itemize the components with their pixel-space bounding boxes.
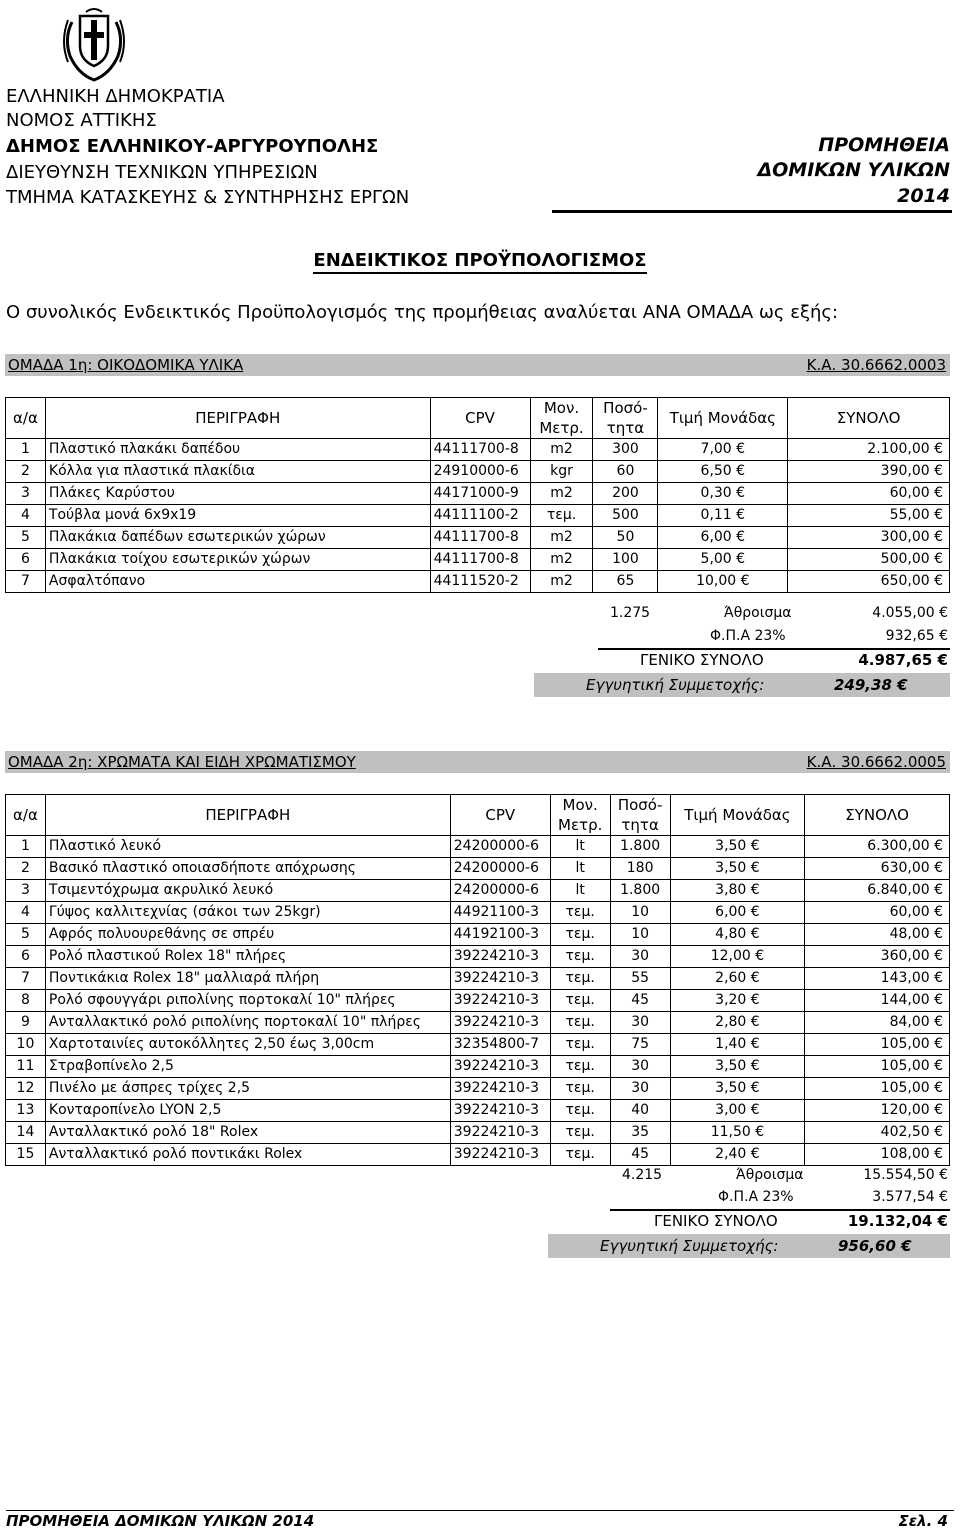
table-cell: 55,00 € — [788, 505, 950, 527]
table-cell: 5,00 € — [658, 549, 788, 571]
table-cell: τεμ. — [550, 1034, 610, 1056]
group1-total-rule — [598, 648, 950, 650]
table-cell: 0,11 € — [658, 505, 788, 527]
table-cell: 30 — [610, 1056, 670, 1078]
table-cell: 5 — [6, 924, 46, 946]
col-price: Τιμή Μονάδας — [658, 398, 788, 439]
table-cell: 10 — [6, 1034, 46, 1056]
col-aa: α/α — [6, 398, 46, 439]
table-cell: 6 — [6, 549, 46, 571]
table-cell: 44171000-9 — [430, 483, 530, 505]
table-cell: m2 — [530, 571, 593, 593]
table-row — [6, 1078, 950, 1100]
table-cell: 2.100,00 € — [788, 439, 950, 461]
table-cell: 4,80 € — [670, 924, 805, 946]
table-cell: 12 — [6, 1078, 46, 1100]
header-line-municipality: ΔΗΜΟΣ ΕΛΛΗΝΙΚΟΥ-ΑΡΓΥΡΟΥΠΟΛΗΣ — [6, 136, 379, 157]
table-cell: τεμ. — [550, 1012, 610, 1034]
table-cell: 100 — [593, 549, 658, 571]
table-cell: Στραβοπίνελο 2,5 — [45, 1056, 450, 1078]
table-cell: 44111100-2 — [430, 505, 530, 527]
col-desc: ΠΕΡΙΓΡΑΦΗ — [45, 398, 430, 439]
table-cell: 105,00 € — [805, 1056, 950, 1078]
col2-cpv: CPV — [450, 795, 550, 836]
table-cell: 1.800 — [610, 880, 670, 902]
table-cell: 44192100-3 — [450, 924, 550, 946]
table-cell: Ρολό πλαστικού Rolex 18" πλήρες — [45, 946, 450, 968]
table-cell: τεμ. — [550, 990, 610, 1012]
col-qty-2: τητα — [593, 418, 658, 439]
table-row — [6, 461, 950, 483]
table-cell: 39224210-3 — [450, 1122, 550, 1144]
table-cell: 65 — [593, 571, 658, 593]
table-cell: 390,00 € — [788, 461, 950, 483]
table-row — [6, 439, 950, 461]
table-cell: m2 — [530, 527, 593, 549]
table-cell: Ανταλλακτικό ρολό ποντικάκι Rolex — [45, 1144, 450, 1166]
table-cell: 6.300,00 € — [805, 836, 950, 858]
table-cell: Πλακάκια τοίχου εσωτερικών χώρων — [45, 549, 430, 571]
table-cell: τεμ. — [550, 1056, 610, 1078]
group2-qty-sum: 4.215 — [622, 1167, 663, 1183]
table-cell: 3,00 € — [670, 1100, 805, 1122]
group1-table — [5, 397, 950, 593]
table-cell: τεμ. — [550, 902, 610, 924]
document-title-text: ΕΝΔΕΙΚΤΙΚΟΣ ΠΡΟΫΠΟΛΟΓΙΣΜΟΣ — [313, 250, 646, 274]
table-cell: 6,00 € — [658, 527, 788, 549]
table-cell: 3,50 € — [670, 858, 805, 880]
group1-grand-total: 4.987,65 € — [858, 651, 948, 669]
table-cell: 39224210-3 — [450, 1056, 550, 1078]
table-row — [6, 505, 950, 527]
table-cell: Ανταλλακτικό ρολό 18" Rolex — [45, 1122, 450, 1144]
table-cell: 24200000-6 — [450, 880, 550, 902]
table-cell: 500 — [593, 505, 658, 527]
table-cell: 105,00 € — [805, 1034, 950, 1056]
table-cell: 9 — [6, 1012, 46, 1034]
table-cell: 44921100-3 — [450, 902, 550, 924]
table-cell: lt — [550, 880, 610, 902]
table-cell: 108,00 € — [805, 1144, 950, 1166]
table-cell: 60 — [593, 461, 658, 483]
table-cell: τεμ. — [550, 1144, 610, 1166]
group1-guarantee — [534, 673, 950, 697]
table-cell: 500,00 € — [788, 549, 950, 571]
table-cell: 35 — [610, 1122, 670, 1144]
table-cell: 44111520-2 — [430, 571, 530, 593]
table-cell: 39224210-3 — [450, 968, 550, 990]
table-cell: Γύψος καλλιτεχνίας (σάκοι των 25kgr) — [45, 902, 450, 924]
group2-guar-label: Εγγυητική Συμμετοχής: — [600, 1237, 779, 1255]
table-cell: τεμ. — [550, 924, 610, 946]
table-cell: 30 — [610, 1078, 670, 1100]
col2-qty: Ποσό- — [610, 795, 670, 816]
footer-page: Σελ. 4 — [898, 1512, 948, 1530]
group2-header-row — [6, 795, 950, 816]
table-cell: Ασφαλτόπανο — [45, 571, 430, 593]
table-cell: 2 — [6, 461, 46, 483]
table-row — [6, 1144, 950, 1166]
header-line-1: ΕΛΛΗΝΙΚΗ ΔΗΜΟΚΡΑΤΙΑ — [6, 86, 225, 107]
col-unit: Μον. — [530, 398, 593, 419]
table-row — [6, 1100, 950, 1122]
table-cell: Πλάκες Καρύστου — [45, 483, 430, 505]
table-cell: 120,00 € — [805, 1100, 950, 1122]
table-cell: 14 — [6, 1122, 46, 1144]
table-row — [6, 880, 950, 902]
document-title — [0, 250, 960, 271]
table-cell: 10,00 € — [658, 571, 788, 593]
table-cell: Τσιμεντόχρωμα ακρυλικό λευκό — [45, 880, 450, 902]
table-row — [6, 527, 950, 549]
table-cell: 1.800 — [610, 836, 670, 858]
group2-sum-label: Άθροισμα — [736, 1167, 804, 1183]
col2-price: Τιμή Μονάδας — [670, 795, 805, 836]
table-cell: 7 — [6, 968, 46, 990]
group2-grand-total: 19.132,04 € — [847, 1212, 948, 1230]
group2-table — [5, 794, 950, 1166]
table-cell: 30 — [610, 946, 670, 968]
table-cell: τεμ. — [530, 505, 593, 527]
table-cell: 402,50 € — [805, 1122, 950, 1144]
table-cell: Κόλλα για πλαστικά πλακίδια — [45, 461, 430, 483]
table-cell: 4 — [6, 902, 46, 924]
table-cell: 6,00 € — [670, 902, 805, 924]
col2-unit: Μον. — [550, 795, 610, 816]
table-cell: 6 — [6, 946, 46, 968]
table-cell: 143,00 € — [805, 968, 950, 990]
table-cell: 60,00 € — [805, 902, 950, 924]
table-cell: 2,40 € — [670, 1144, 805, 1166]
table-cell: 2 — [6, 858, 46, 880]
table-cell: Τούβλα μονά 6x9x19 — [45, 505, 430, 527]
table-cell: 39224210-3 — [450, 990, 550, 1012]
table-cell: 6.840,00 € — [805, 880, 950, 902]
table-cell: 44111700-8 — [430, 549, 530, 571]
col2-aa: α/α — [6, 795, 46, 836]
col-qty: Ποσό- — [593, 398, 658, 419]
table-cell: 4 — [6, 505, 46, 527]
table-row — [6, 1056, 950, 1078]
table-cell: 40 — [610, 1100, 670, 1122]
table-cell: 39224210-3 — [450, 946, 550, 968]
header-line-4: ΔΙΕΥΘΥΝΣΗ ΤΕΧΝΙΚΩΝ ΥΠΗΡΕΣΙΩΝ — [6, 162, 318, 183]
table-cell: 13 — [6, 1100, 46, 1122]
table-cell: 7 — [6, 571, 46, 593]
table-cell: 50 — [593, 527, 658, 549]
table-cell: 3 — [6, 880, 46, 902]
col-unit-2: Μετρ. — [530, 418, 593, 439]
table-cell: kgr — [530, 461, 593, 483]
coat-of-arms-icon — [58, 2, 130, 84]
col2-desc: ΠΕΡΙΓΡΑΦΗ — [45, 795, 450, 836]
table-cell: 44111700-8 — [430, 527, 530, 549]
table-cell: 1 — [6, 439, 46, 461]
table-cell: 5 — [6, 527, 46, 549]
footer-title: ΠΡΟΜΗΘΕΙΑ ΔΟΜΙΚΩΝ ΥΛΙΚΩΝ 2014 — [6, 1512, 315, 1530]
table-row — [6, 1012, 950, 1034]
table-cell: 24910000-6 — [430, 461, 530, 483]
group2-title: ΟΜΑΔΑ 2η: ΧΡΩΜΑΤΑ ΚΑΙ ΕΙΔΗ ΧΡΩΜΑΤΙΣΜΟΥ — [8, 753, 356, 771]
table-cell: 200 — [593, 483, 658, 505]
group1-sum: 4.055,00 € — [872, 605, 948, 621]
col2-total: ΣΥΝΟΛΟ — [805, 795, 950, 836]
table-cell: 3,20 € — [670, 990, 805, 1012]
group1-qty-sum: 1.275 — [610, 605, 651, 621]
group1-vat: 932,65 € — [885, 628, 948, 644]
table-cell: Βασικό πλαστικό οποιασδήποτε απόχρωσης — [45, 858, 450, 880]
group1-grand-label: ΓΕΝΙΚΟ ΣΥΝΟΛΟ — [640, 651, 764, 669]
table-cell: τεμ. — [550, 1100, 610, 1122]
table-row — [6, 924, 950, 946]
table-row — [6, 571, 950, 593]
table-cell: τεμ. — [550, 1078, 610, 1100]
table-cell: 84,00 € — [805, 1012, 950, 1034]
group2-header — [5, 751, 950, 773]
table-cell: 45 — [610, 1144, 670, 1166]
group1-guar-value: 249,38 € — [834, 676, 908, 694]
group1-header — [5, 354, 950, 376]
table-cell: Πλαστικό πλακάκι δαπέδου — [45, 439, 430, 461]
table-cell: 360,00 € — [805, 946, 950, 968]
table-cell: 39224210-3 — [450, 1012, 550, 1034]
table-cell: 6,50 € — [658, 461, 788, 483]
col2-qty-2: τητα — [610, 815, 670, 836]
table-cell: 39224210-3 — [450, 1100, 550, 1122]
table-cell: 650,00 € — [788, 571, 950, 593]
table-cell: Πινέλο με άσπρες τρίχες 2,5 — [45, 1078, 450, 1100]
table-cell: τεμ. — [550, 1122, 610, 1144]
group1-vat-label: Φ.Π.Α 23% — [710, 628, 786, 644]
table-row — [6, 990, 950, 1012]
group1-ka: Κ.Α. 30.6662.0003 — [806, 356, 946, 374]
group2-ka: Κ.Α. 30.6662.0005 — [806, 753, 946, 771]
table-cell: 11 — [6, 1056, 46, 1078]
table-row — [6, 946, 950, 968]
table-cell: 3 — [6, 483, 46, 505]
table-row — [6, 1122, 950, 1144]
table-cell: Ρολό σφουγγάρι ριπολίνης πορτοκαλί 10" πλήρες — [45, 990, 450, 1012]
header-right-year: 2014 — [897, 185, 950, 207]
table-cell: τεμ. — [550, 968, 610, 990]
table-cell: 3,50 € — [670, 1056, 805, 1078]
table-cell: 39224210-3 — [450, 1078, 550, 1100]
table-row — [6, 902, 950, 924]
intro-text: Ο συνολικός Ενδεικτικός Προϋπολογισμός της προμήθειας αναλύεται ΑΝΑ ΟΜΑΔΑ ως εξής: — [6, 302, 839, 323]
table-cell: τεμ. — [550, 946, 610, 968]
table-cell: 180 — [610, 858, 670, 880]
table-cell: lt — [550, 858, 610, 880]
table-cell: 45 — [610, 990, 670, 1012]
table-cell: lt — [550, 836, 610, 858]
header-right-2: ΔΟΜΙΚΩΝ ΥΛΙΚΩΝ — [757, 159, 950, 181]
header-rule — [552, 210, 952, 213]
table-cell: 7,00 € — [658, 439, 788, 461]
group1-guar-label: Εγγυητική Συμμετοχής: — [586, 676, 765, 694]
table-cell: Ποντικάκια Rolex 18" μαλλιαρά πλήρη — [45, 968, 450, 990]
group2-vat-label: Φ.Π.Α 23% — [718, 1189, 794, 1205]
table-cell: 3,50 € — [670, 836, 805, 858]
table-cell: 24200000-6 — [450, 836, 550, 858]
table-cell: 10 — [610, 924, 670, 946]
footer-rule — [6, 1510, 954, 1511]
table-cell: m2 — [530, 483, 593, 505]
table-cell: 8 — [6, 990, 46, 1012]
table-cell: Κονταροπίνελο LYON 2,5 — [45, 1100, 450, 1122]
table-row — [6, 836, 950, 858]
table-row — [6, 1034, 950, 1056]
table-cell: Χαρτοταινίες αυτοκόλλητες 2,50 έως 3,00cm — [45, 1034, 450, 1056]
header-line-5: ΤΜΗΜΑ ΚΑΤΑΣΚΕΥΗΣ & ΣΥΝΤΗΡΗΣΗΣ ΕΡΓΩΝ — [6, 187, 410, 208]
table-cell: Πλαστικό λευκό — [45, 836, 450, 858]
table-cell: 2,80 € — [670, 1012, 805, 1034]
table-cell: 11,50 € — [670, 1122, 805, 1144]
table-cell: 39224210-3 — [450, 1144, 550, 1166]
table-cell: 60,00 € — [788, 483, 950, 505]
group1-title: ΟΜΑΔΑ 1η: ΟΙΚΟΔΟΜΙΚΑ ΥΛΙΚΑ — [8, 356, 244, 374]
table-cell: 3,80 € — [670, 880, 805, 902]
group2-vat: 3.577,54 € — [872, 1189, 948, 1205]
table-row — [6, 968, 950, 990]
group2-total-rule — [610, 1209, 950, 1211]
group2-guar-value: 956,60 € — [838, 1237, 912, 1255]
group2-guarantee — [548, 1234, 950, 1258]
table-cell: 630,00 € — [805, 858, 950, 880]
table-cell: m2 — [530, 549, 593, 571]
table-cell: 44111700-8 — [430, 439, 530, 461]
table-cell: Ανταλλακτικό ρολό ριπολίνης πορτοκαλί 10" πλήρες — [45, 1012, 450, 1034]
table-cell: 30 — [610, 1012, 670, 1034]
header-line-2: ΝΟΜΟΣ ΑΤΤΙΚΗΣ — [6, 110, 157, 131]
table-cell: 105,00 € — [805, 1078, 950, 1100]
table-row — [6, 549, 950, 571]
col-total: ΣΥΝΟΛΟ — [788, 398, 950, 439]
group2-grand-label: ΓΕΝΙΚΟ ΣΥΝΟΛΟ — [654, 1212, 778, 1230]
group2-sum: 15.554,50 € — [863, 1167, 948, 1183]
table-cell: 24200000-6 — [450, 858, 550, 880]
table-cell: 2,60 € — [670, 968, 805, 990]
table-cell: 1 — [6, 836, 46, 858]
table-cell: 300 — [593, 439, 658, 461]
table-cell: Πλακάκια δαπέδων εσωτερικών χώρων — [45, 527, 430, 549]
table-cell: m2 — [530, 439, 593, 461]
table-cell: 12,00 € — [670, 946, 805, 968]
header-right-1: ΠΡΟΜΗΘΕΙΑ — [818, 134, 950, 156]
table-cell: 48,00 € — [805, 924, 950, 946]
col2-unit-2: Μετρ. — [550, 815, 610, 836]
table-cell: 0,30 € — [658, 483, 788, 505]
table-cell: 300,00 € — [788, 527, 950, 549]
table-row — [6, 483, 950, 505]
group1-header-row — [6, 398, 950, 419]
table-cell: 144,00 € — [805, 990, 950, 1012]
table-cell: 10 — [610, 902, 670, 924]
table-row — [6, 858, 950, 880]
table-cell: 1,40 € — [670, 1034, 805, 1056]
table-cell: 32354800-7 — [450, 1034, 550, 1056]
group1-sum-label: Άθροισμα — [724, 605, 792, 621]
table-cell: 75 — [610, 1034, 670, 1056]
table-cell: 3,50 € — [670, 1078, 805, 1100]
table-cell: 15 — [6, 1144, 46, 1166]
table-cell: 55 — [610, 968, 670, 990]
col-cpv: CPV — [430, 398, 530, 439]
table-cell: Αφρός πολυουρεθάνης σε σπρέυ — [45, 924, 450, 946]
